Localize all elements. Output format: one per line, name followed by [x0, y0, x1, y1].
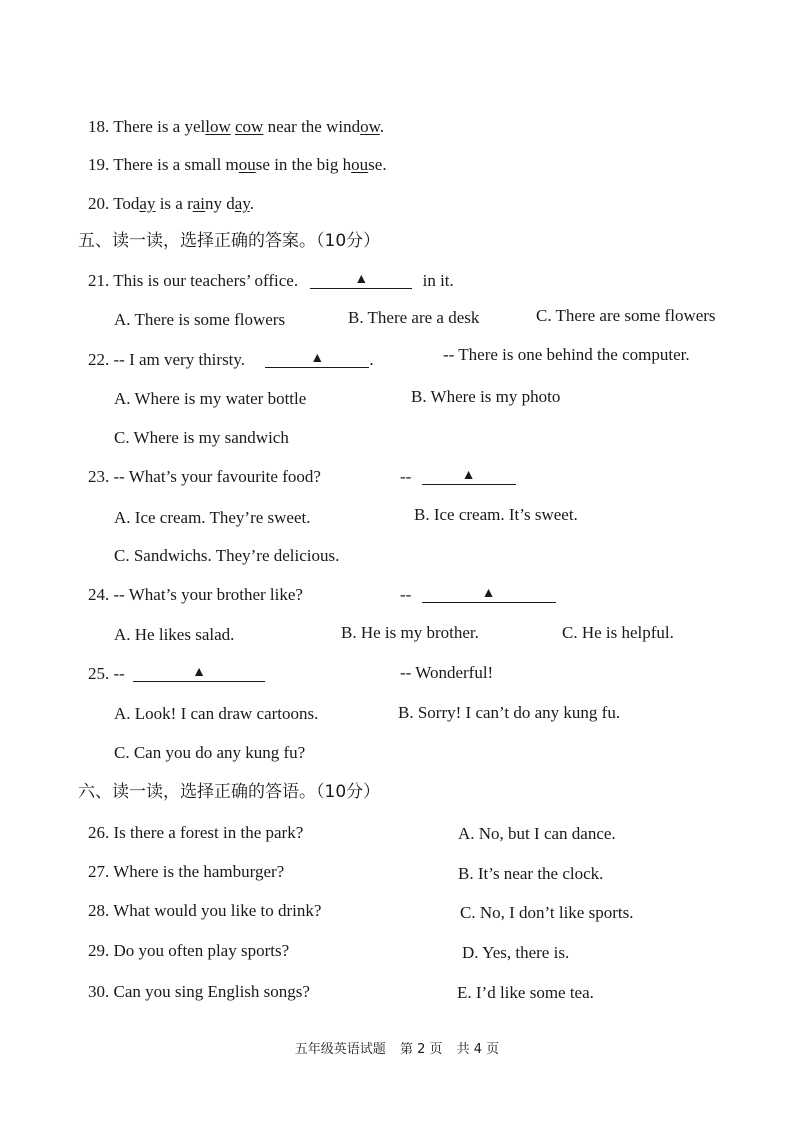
option-a[interactable]: A. Ice cream. They’re sweet.: [114, 508, 311, 527]
answer-blank[interactable]: [422, 584, 556, 603]
question-text-end: in it.: [422, 271, 454, 290]
answer-option-b[interactable]: B. It’s near the clock.: [458, 864, 604, 883]
underlined-letters: ou: [238, 155, 256, 174]
option-b[interactable]: B. Where is my photo: [411, 387, 561, 406]
phonics-sentence: [113, 194, 254, 213]
sentence-text: ny d: [205, 194, 235, 213]
option-a[interactable]: A. Where is my water bottle: [114, 389, 307, 408]
question-text: Do you often play sports?: [113, 941, 290, 960]
question-23: [88, 466, 321, 488]
sentence-text: is a r: [155, 194, 193, 213]
option-a[interactable]: A. There is some flowers: [114, 310, 286, 329]
sentence-text: There is a small m: [113, 155, 239, 174]
footer-page: 第 2 页: [399, 1042, 443, 1057]
answer-option-a[interactable]: A. No, but I can dance.: [458, 824, 616, 843]
question-text: -- What’s your brother like?: [113, 585, 303, 604]
underlined-letters: ou: [351, 155, 369, 174]
question-23-answer: [400, 466, 516, 488]
answer-blank[interactable]: [133, 663, 265, 682]
question-number: 20.: [88, 194, 110, 213]
answer-option-d[interactable]: D. Yes, there is.: [462, 943, 570, 962]
option-a[interactable]: A. He likes salad.: [114, 625, 235, 644]
option-a[interactable]: A. Look! I can draw cartoons.: [114, 704, 319, 723]
dash: --: [400, 467, 412, 486]
sentence-text: near the wind: [263, 117, 361, 136]
underlined-letters: ai: [192, 194, 206, 213]
sentence-text: se in the big h: [255, 155, 352, 174]
sentence-text: .: [249, 194, 254, 213]
phonics-sentence: [113, 117, 384, 136]
dash: --: [113, 664, 125, 683]
page-footer: [0, 1038, 794, 1057]
period: .: [369, 350, 374, 369]
option-c[interactable]: C. He is helpful.: [562, 623, 674, 642]
question-text: Can you sing English songs?: [113, 982, 310, 1001]
blank-marker-icon: ▲: [354, 272, 369, 287]
question-25-response: -- Wonderful!: [400, 663, 494, 682]
option-c[interactable]: C. Where is my sandwich: [114, 428, 289, 447]
question-25: [88, 663, 265, 685]
footer-total: 共 4 页: [456, 1042, 500, 1057]
blank-marker-icon: ▲: [192, 665, 206, 680]
answer-blank[interactable]: [422, 466, 516, 485]
question-number: 23.: [88, 467, 110, 486]
sentence-text: There is a yel: [113, 117, 206, 136]
underlined-letters: ow: [360, 117, 380, 136]
answer-blank[interactable]: [310, 270, 412, 289]
option-b[interactable]: B. He is my brother.: [341, 623, 479, 642]
question-text: This is our teachers’ office.: [113, 271, 299, 290]
phonics-sentence: [113, 155, 386, 174]
question-number: 18.: [88, 117, 110, 136]
question-24-answer: [400, 584, 556, 606]
sentence-text: Tod: [113, 194, 140, 213]
question-20: [88, 193, 254, 215]
question-text: -- What’s your favourite food?: [113, 467, 321, 486]
question-number: 19.: [88, 155, 110, 174]
question-18: [88, 116, 384, 138]
question-text: Is there a forest in the park?: [113, 823, 304, 842]
question-text: What would you like to drink?: [113, 901, 322, 920]
underlined-letters: ay: [234, 194, 250, 213]
blank-marker-icon: ▲: [461, 468, 476, 483]
question-number: 28.: [88, 901, 110, 920]
question-number: 26.: [88, 823, 110, 842]
question-number: 25.: [88, 664, 110, 683]
section-5-title: 五、读一读，选择正确的答案。（10分）: [78, 231, 381, 251]
question-22-response: -- There is one behind the computer.: [443, 345, 690, 364]
sentence-text: .: [379, 117, 385, 136]
question-number: 27.: [88, 862, 110, 881]
question-29: [88, 940, 289, 962]
underlined-letters: cow: [235, 117, 264, 136]
question-number: 24.: [88, 585, 110, 604]
answer-blank[interactable]: [265, 349, 369, 368]
question-number: 30.: [88, 982, 110, 1001]
question-28: [88, 900, 321, 922]
question-21: [88, 270, 454, 292]
footer-subject: 五年级英语试题: [294, 1042, 386, 1057]
question-30: [88, 981, 310, 1003]
question-number: 21.: [88, 271, 110, 290]
question-26: [88, 822, 303, 844]
option-c[interactable]: C. Can you do any kung fu?: [114, 743, 306, 762]
question-24: [88, 584, 303, 606]
question-22: [88, 349, 374, 371]
option-b[interactable]: B. Ice cream. It’s sweet.: [414, 505, 578, 524]
blank-marker-icon: ▲: [481, 586, 496, 601]
question-27: [88, 861, 284, 883]
answer-option-c[interactable]: C. No, I don’t like sports.: [460, 903, 634, 922]
question-number: 22.: [88, 350, 110, 369]
option-b[interactable]: B. There are a desk: [348, 308, 480, 327]
dash: --: [400, 585, 412, 604]
section-6-title: 六、读一读，选择正确的答语。（10分）: [78, 782, 381, 802]
underlined-letters: ay: [139, 194, 156, 213]
question-text: Where is the hamburger?: [113, 862, 285, 881]
question-text: -- I am very thirsty.: [113, 350, 246, 369]
question-19: [88, 154, 387, 176]
option-b[interactable]: B. Sorry! I can’t do any kung fu.: [398, 703, 621, 722]
option-c[interactable]: C. Sandwichs. They’re delicious.: [114, 546, 340, 565]
option-c[interactable]: C. There are some flowers: [536, 306, 716, 325]
question-number: 29.: [88, 941, 110, 960]
blank-marker-icon: ▲: [310, 351, 325, 366]
underlined-letters: low: [205, 117, 231, 136]
answer-option-e[interactable]: E. I’d like some tea.: [457, 983, 594, 1002]
sentence-text: se.: [368, 155, 387, 174]
